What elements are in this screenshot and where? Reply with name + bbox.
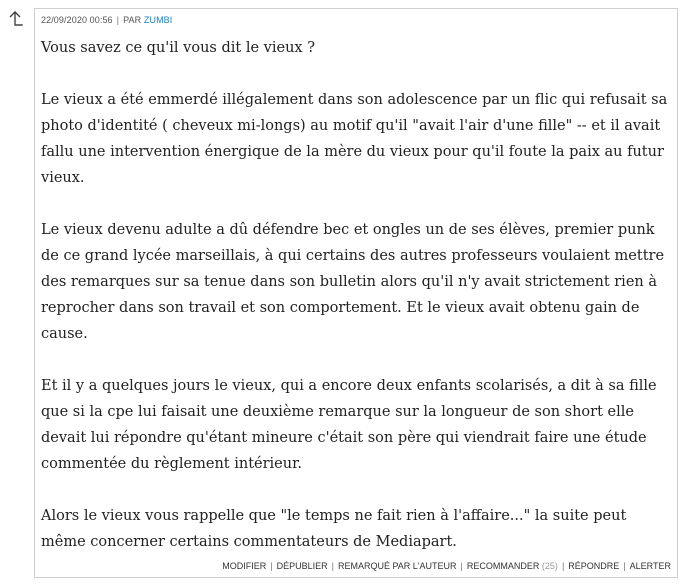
- meta-separator: |: [116, 15, 120, 25]
- reply-link[interactable]: RÉPONDRE: [568, 561, 620, 571]
- author-pick-link[interactable]: REMARQUÉ PAR L'AUTEUR: [337, 561, 457, 571]
- action-separator: |: [460, 561, 463, 571]
- action-separator: |: [623, 561, 626, 571]
- reply-arrow-icon: [8, 10, 24, 28]
- comment-paragraph: Alors le vieux vous rappelle que "le temps ne fait rien à l'affaire..." la suite peut même concerner certains commentateurs de Mediapart.: [41, 508, 627, 550]
- comment-date: 22/09/2020 00:56: [41, 15, 113, 25]
- comment-actions: [222, 561, 671, 571]
- action-separator: |: [270, 561, 273, 571]
- recommend-count: (25): [541, 561, 558, 571]
- comment-paragraph: Vous savez ce qu'il vous dit le vieux ?: [41, 40, 315, 56]
- comment-card: [34, 8, 678, 578]
- report-link[interactable]: ALERTER: [629, 561, 671, 571]
- modify-link[interactable]: MODIFIER: [222, 561, 267, 571]
- recommend-label: RECOMMANDER: [466, 561, 540, 571]
- action-separator: |: [561, 561, 565, 571]
- action-separator: |: [331, 561, 334, 571]
- comment-meta: [41, 15, 172, 25]
- author-link[interactable]: ZUMBI: [143, 15, 173, 25]
- comment-paragraph: Et il y a quelques jours le vieux, qui a encore deux enfants scolarisés, a dit à sa fille que si la cpe lui faisait une deuxième remarque sur la longueur de son short elle devait lui répondre qu'étant mineure c'était son père qui viendrait faire une étude commentée du règlement intérieur.: [41, 378, 657, 472]
- recommend-link[interactable]: [467, 561, 558, 571]
- by-label: PAR: [123, 15, 142, 25]
- comment-paragraph: Le vieux a été emmerdé illégalement dans son adolescence par un flic qui refusait sa photo d'identité ( cheveux mi-longs) au motif qu'il "avait l'air d'une fille" -- et il avait fallu une intervention énergique de la mère du vieux pour qu'il foute la paix au futur vieux.: [41, 92, 668, 186]
- comment-paragraph: Le vieux devenu adulte a dû défendre bec et ongles un de ses élèves, premier punk de ce grand lycée marseillais, à qui certains des autres professeurs voulaient mettre des remarques sur sa tenue dans son bulletin alors qu'il n'y avait strictement rien à reprocher dans son travail et son comportement. Et le vieux avait obtenu gain de cause.: [41, 222, 665, 342]
- comment-body: [41, 35, 669, 555]
- unpublish-link[interactable]: DÉPUBLIER: [276, 561, 328, 571]
